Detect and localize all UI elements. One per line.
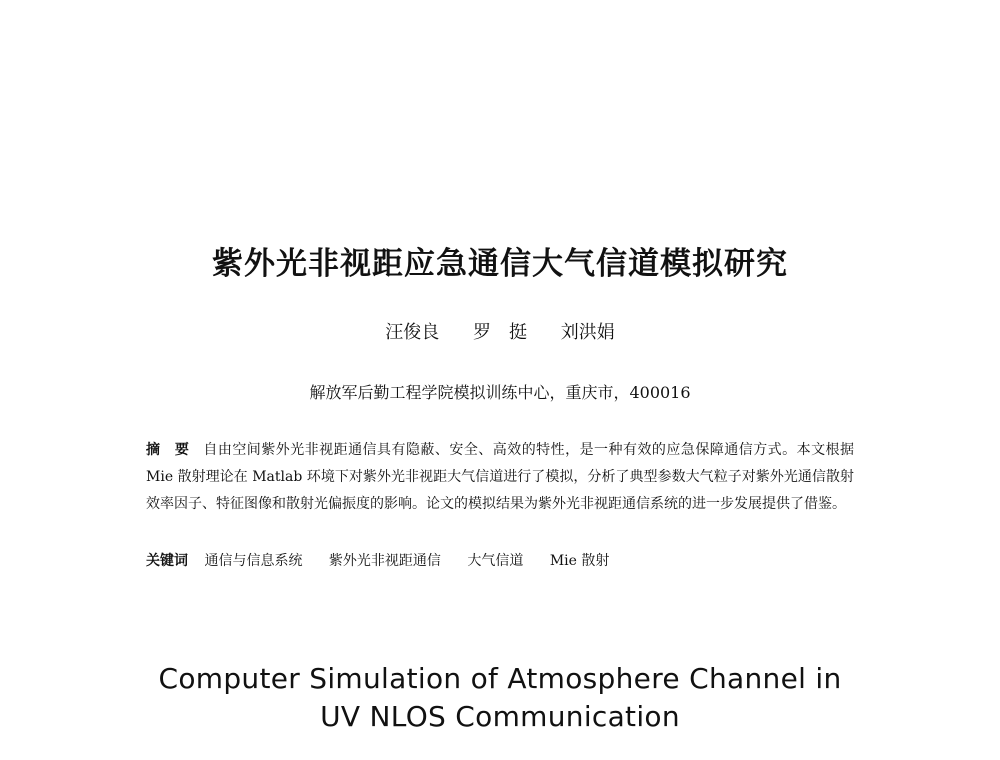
author-name: 汪俊良 [385, 322, 440, 343]
author-name: 罗 挺 [473, 322, 527, 343]
english-title [0, 660, 1000, 736]
english-title-line: Computer Simulation of Atmosphere Channel in [158, 662, 842, 695]
keyword: 大气信道 [467, 553, 524, 569]
abstract-text: 自由空间紫外光非视距通信具有隐蔽、安全、高效的特性，是一种有效的应急保障通信方式。本文根据 Mie 散射理论在 Matlab 环境下对紫外光非视距大气信道进行了模拟，分析了典型参数大气粒子对紫外光通信散射效率因子、特征图像和散射光偏振度的影响。论文的模拟结果为紫外光非视距通信系统的进一步发展提供了借鉴。 [146, 442, 854, 512]
abstract [146, 437, 854, 518]
chinese-title: 紫外光非视距应急通信大气信道模拟研究 [212, 246, 788, 282]
keyword: Mie 散射 [549, 553, 610, 569]
keywords [146, 550, 854, 570]
keyword: 紫外光非视距通信 [328, 553, 441, 569]
keyword: 通信与信息系统 [204, 553, 303, 569]
affiliation: 解放军后勤工程学院模拟训练中心，重庆市，400016 [309, 383, 691, 402]
english-title-line: UV NLOS Communication [320, 700, 680, 733]
author-name: 刘洪娟 [560, 322, 615, 343]
abstract-label: 摘 要 [146, 442, 190, 458]
keywords-label: 关键词 [146, 553, 188, 569]
author-list [0, 318, 1000, 344]
